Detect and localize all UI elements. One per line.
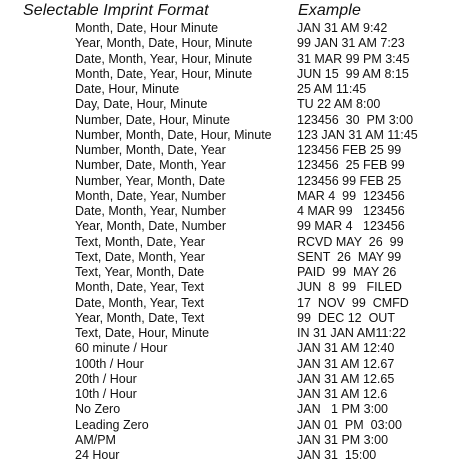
format-cell: Year, Month, Date, Text — [75, 310, 205, 325]
example-cell: 123 JAN 31 AM 11:45 — [297, 127, 418, 142]
format-cell: 24 Hour — [75, 448, 120, 462]
example-cell: 123456 99 FEB 25 — [297, 173, 402, 188]
example-column-heading: Example — [298, 2, 361, 19]
format-cell: Date, Hour, Minute — [75, 82, 180, 96]
example-cell: 17 NOV 99 CMFD — [297, 295, 409, 310]
format-cell: Text, Date, Month, Year — [75, 249, 205, 264]
format-cell: Text, Year, Month, Date — [75, 265, 205, 279]
format-cell: AM/PM — [75, 432, 116, 447]
format-cell: Year, Month, Date, Number — [75, 219, 227, 234]
format-cell: Number, Date, Hour, Minute — [75, 112, 230, 127]
table-row — [0, 418, 450, 433]
example-cell: JUN 8 99 FILED — [297, 280, 402, 295]
example-cell: JAN 31 AM 12.67 — [297, 356, 395, 371]
example-cell: 123456 FEB 25 99 — [297, 143, 402, 157]
example-cell: 123456 25 FEB 99 — [297, 158, 405, 173]
example-cell: 99 DEC 12 OUT — [297, 310, 395, 325]
example-cell: JAN 31 AM 12.6 — [297, 387, 388, 401]
example-cell: MAR 4 99 123456 — [297, 188, 405, 203]
format-cell: Month, Date, Year, Number — [75, 188, 226, 203]
table-row — [0, 311, 450, 326]
format-cell: Date, Month, Year, Text — [75, 295, 205, 310]
format-cell: Month, Date, Hour Minute — [75, 21, 219, 35]
format-cell: Date, Month, Year, Hour, Minute — [75, 51, 253, 66]
format-cell: Text, Month, Date, Year — [75, 234, 205, 249]
format-cell: Day, Date, Hour, Minute — [75, 97, 208, 112]
table-row — [0, 235, 450, 250]
table-row — [0, 174, 450, 189]
example-cell: RCVD MAY 26 99 — [297, 234, 404, 249]
format-cell: 100th / Hour — [75, 356, 144, 371]
format-cell: Leading Zero — [75, 417, 149, 432]
format-column-heading: Selectable Imprint Format — [23, 2, 209, 19]
table-row — [0, 433, 450, 448]
format-cell: No Zero — [75, 402, 121, 417]
table-row — [0, 387, 450, 402]
format-cell: 20th / Hour — [75, 371, 137, 386]
table-row — [0, 250, 450, 265]
example-cell: JAN 1 PM 3:00 — [297, 402, 389, 417]
table-row — [0, 97, 450, 112]
format-cell: Date, Month, Year, Number — [75, 204, 226, 218]
example-cell: JAN 31 15:00 — [297, 448, 377, 462]
example-cell: JAN 31 AM 12:40 — [297, 341, 395, 356]
example-cell: 99 JAN 31 AM 7:23 — [297, 36, 405, 51]
format-cell: 10th / Hour — [75, 387, 137, 401]
example-cell: TU 22 AM 8:00 — [297, 97, 381, 112]
example-cell: JUN 15 99 AM 8:15 — [297, 66, 409, 81]
example-cell: JAN 31 PM 3:00 — [297, 432, 389, 447]
format-cell: Text, Date, Hour, Minute — [75, 326, 210, 340]
table-row — [0, 204, 450, 219]
table-row — [0, 82, 450, 97]
table-row — [0, 143, 450, 158]
example-cell: JAN 31 AM 12.65 — [297, 371, 395, 386]
example-cell: 99 MAR 4 123456 — [297, 219, 405, 234]
table-header — [0, 1, 450, 21]
table-row — [0, 357, 450, 372]
table-row — [0, 21, 450, 36]
example-cell: 123456 30 PM 3:00 — [297, 112, 414, 127]
table-row — [0, 280, 450, 295]
table-row — [0, 36, 450, 51]
table-row — [0, 158, 450, 173]
table-row — [0, 128, 450, 143]
example-cell: JAN 31 AM 9:42 — [297, 21, 388, 35]
table-row — [0, 52, 450, 67]
example-cell: SENT 26 MAY 99 — [297, 249, 402, 264]
example-cell: IN 31 JAN AM11:22 — [297, 326, 406, 340]
format-cell: Month, Date, Year, Hour, Minute — [75, 66, 253, 81]
format-table — [0, 21, 450, 463]
format-cell: Number, Month, Date, Year — [75, 143, 226, 157]
format-cell: Number, Month, Date, Hour, Minute — [75, 127, 272, 142]
format-cell: Month, Date, Year, Text — [75, 280, 205, 295]
table-row — [0, 189, 450, 204]
format-cell: Number, Year, Month, Date — [75, 173, 226, 188]
table-row — [0, 326, 450, 341]
table-row — [0, 402, 450, 417]
table-row — [0, 341, 450, 356]
table-row — [0, 448, 450, 463]
format-cell: Year, Month, Date, Hour, Minute — [75, 36, 253, 51]
format-cell: Number, Date, Month, Year — [75, 158, 226, 173]
table-row — [0, 219, 450, 234]
table-row — [0, 372, 450, 387]
table-row — [0, 67, 450, 82]
example-cell: PAID 99 MAY 26 — [297, 265, 397, 279]
table-row — [0, 296, 450, 311]
example-cell: JAN 01 PM 03:00 — [297, 417, 402, 432]
table-row — [0, 265, 450, 280]
example-cell: 25 AM 11:45 — [297, 82, 367, 96]
example-cell: 31 MAR 99 PM 3:45 — [297, 51, 410, 66]
format-cell: 60 minute / Hour — [75, 341, 168, 356]
example-cell: 4 MAR 99 123456 — [297, 204, 405, 218]
table-row — [0, 113, 450, 128]
